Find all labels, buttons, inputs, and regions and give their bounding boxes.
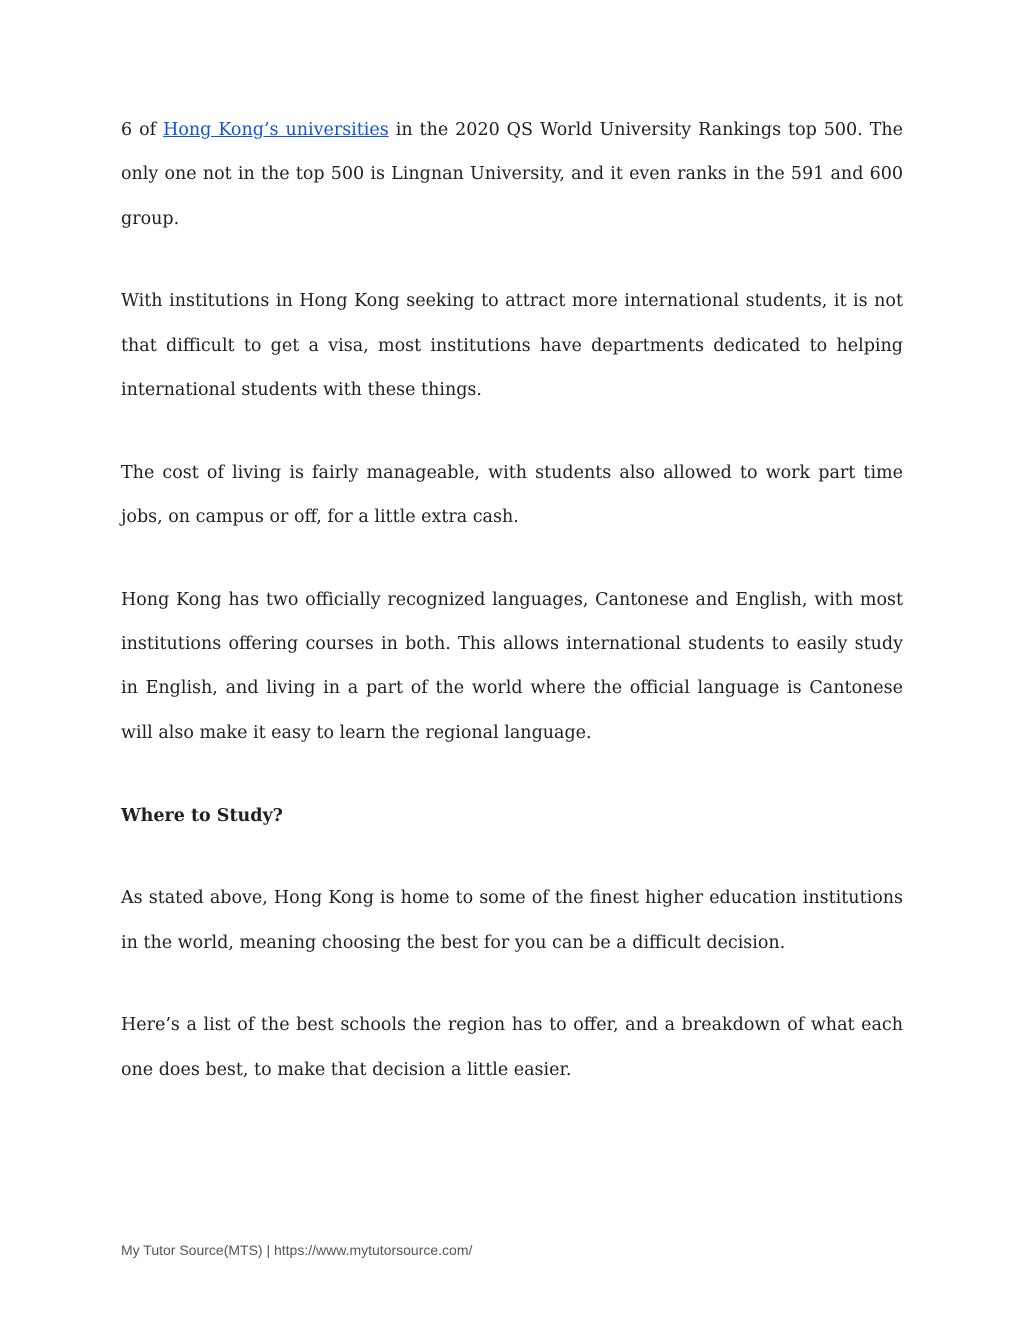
paragraph-rankings-suffix: in the 2020 QS World University Rankings top 500. The only one not in the top 500 is Lingnan University, and it even ranks in the 591 and 600 group. (121, 120, 903, 229)
paragraph-rankings-prefix: 6 of (121, 120, 164, 140)
paragraph-finest-institutions: As stated above, Hong Kong is home to some of the finest higher education institutions in the world, meaning choosing the best for you can be a difficult decision. (121, 888, 903, 953)
paragraph-cost-of-living: The cost of living is fairly manageable, with students also allowed to work part time jobs, on campus or off, for a little extra cash. (121, 462, 903, 528)
section-heading-where-to-study: Where to Study? (121, 805, 283, 826)
page-footer: My Tutor Source(MTS) | https://www.mytutorsource.com/ (121, 1242, 473, 1258)
hong-kong-universities-link[interactable]: Hong Kong’s universities (163, 120, 389, 140)
paragraph-visa: With institutions in Hong Kong seeking to attract more international students, it is not that difficult to get a visa, most institutions have departments dedicated to helping international students with these things. (121, 291, 903, 400)
document-body (121, 108, 903, 1092)
paragraph-rankings (121, 108, 903, 241)
paragraph-languages: Hong Kong has two officially recognized languages, Cantonese and English, with most institutions offering courses in both. This allows international students to easily study in English, and living in a part of the world where the official language is Cantonese will also make it easy to learn the regional language. (121, 589, 903, 743)
paragraph-list-intro: Here’s a list of the best schools the region has to offer, and a breakdown of what each one does best, to make that decision a little easier. (121, 1015, 903, 1080)
